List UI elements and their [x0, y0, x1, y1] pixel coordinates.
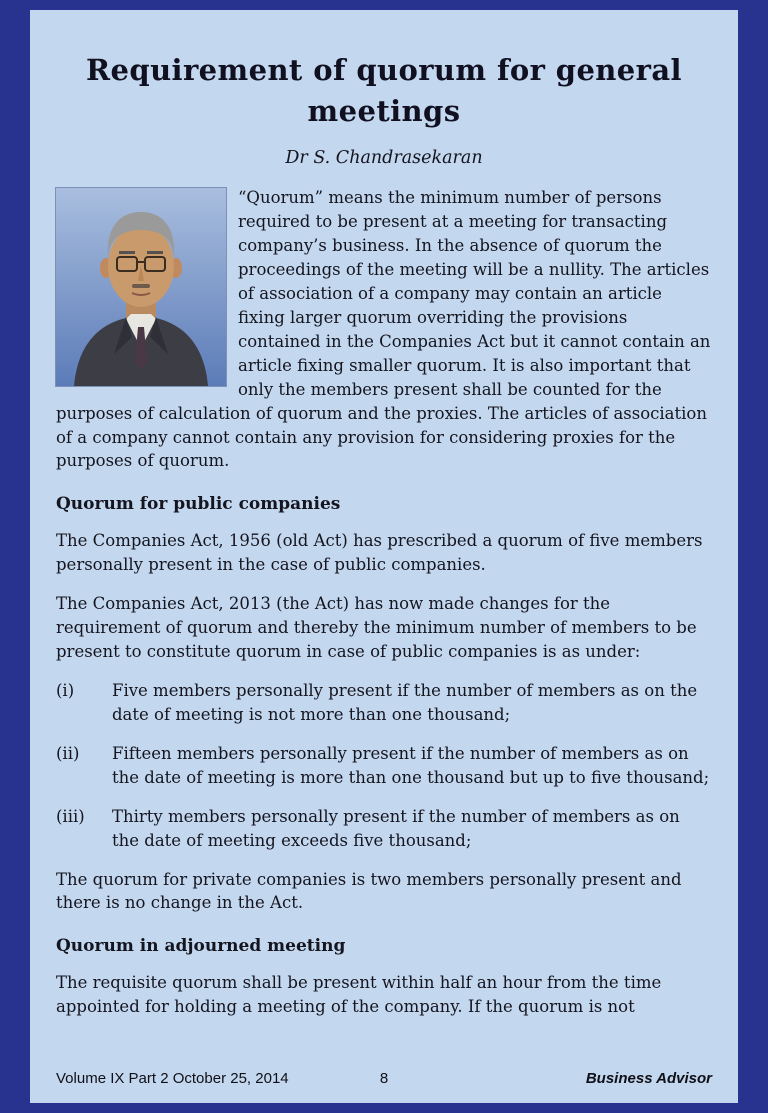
- page-content: [30, 10, 738, 1103]
- intro-paragraph: [56, 186, 712, 473]
- list-item-iii: [56, 805, 712, 853]
- author-photo: [56, 188, 226, 386]
- portrait-illustration: [56, 188, 226, 386]
- page-title: Requirement of quorum for general meetings: [86, 53, 682, 129]
- list-marker-ii: (ii): [56, 743, 80, 763]
- list-item-ii: [56, 742, 712, 790]
- border-top: [0, 0, 768, 10]
- paragraph-new-act: The Companies Act, 2013 (the Act) has now made changes for the requirement of quorum and thereby the minimum number of members to be present to constitute quorum in case of public companies is as under:: [56, 594, 697, 662]
- border-bottom: [0, 1103, 768, 1113]
- list-marker-i: (i): [56, 681, 75, 701]
- footer-publication-name: Business Advisor: [585, 1070, 712, 1087]
- paragraph-old-act: The Companies Act, 1956 (old Act) has prescribed a quorum of five members personally present in the case of public companies.: [56, 531, 703, 575]
- list-item-i: [56, 679, 712, 727]
- border-left: [0, 0, 30, 1113]
- list-text-ii: Fifteen members personally present if the number of members as on the date of meeting is more than one thousand but up to five thousand;: [112, 743, 710, 787]
- footer-page-number: 8: [379, 1070, 389, 1087]
- intro-text: “Quorum” means the minimum number of persons required to be present at a meeting for transacting company’s business. In the absence of quorum the proceedings of the meeting will be a nullity. The articles of association of a company may contain an article fixing larger quorum overriding the provisions contained in the Companies Act but it cannot contain an article fixing smaller quorum. It is also important that only the members present shall be counted for the purposes of calculation of quorum and the proxies. The articles of association of a company cannot contain any provision for considering proxies for the purposes of quorum.: [56, 188, 711, 471]
- list-text-iii: Thirty members personally present if the number of members as on the date of meeting exceeds five thousand;: [112, 806, 680, 850]
- heading-quorum-adjourned-meeting: Quorum in adjourned meeting: [56, 936, 346, 957]
- heading-quorum-public-companies: Quorum for public companies: [56, 494, 341, 515]
- footer-volume-info: Volume IX Part 2 October 25, 2014: [56, 1070, 289, 1087]
- paragraph-adjourned: The requisite quorum shall be present within half an hour from the time appointed for holding a meeting of the company. If the quorum is not: [56, 973, 662, 1017]
- author-byline: Dr S. Chandrasekaran: [285, 148, 483, 169]
- page-footer: [56, 1060, 712, 1087]
- list-marker-iii: (iii): [56, 806, 85, 826]
- border-right: [738, 0, 768, 1113]
- paragraph-private-companies: The quorum for private companies is two members personally present and there is no change in the Act.: [56, 869, 682, 913]
- list-text-i: Five members personally present if the number of members as on the date of meeting is not more than one thousand;: [112, 681, 698, 724]
